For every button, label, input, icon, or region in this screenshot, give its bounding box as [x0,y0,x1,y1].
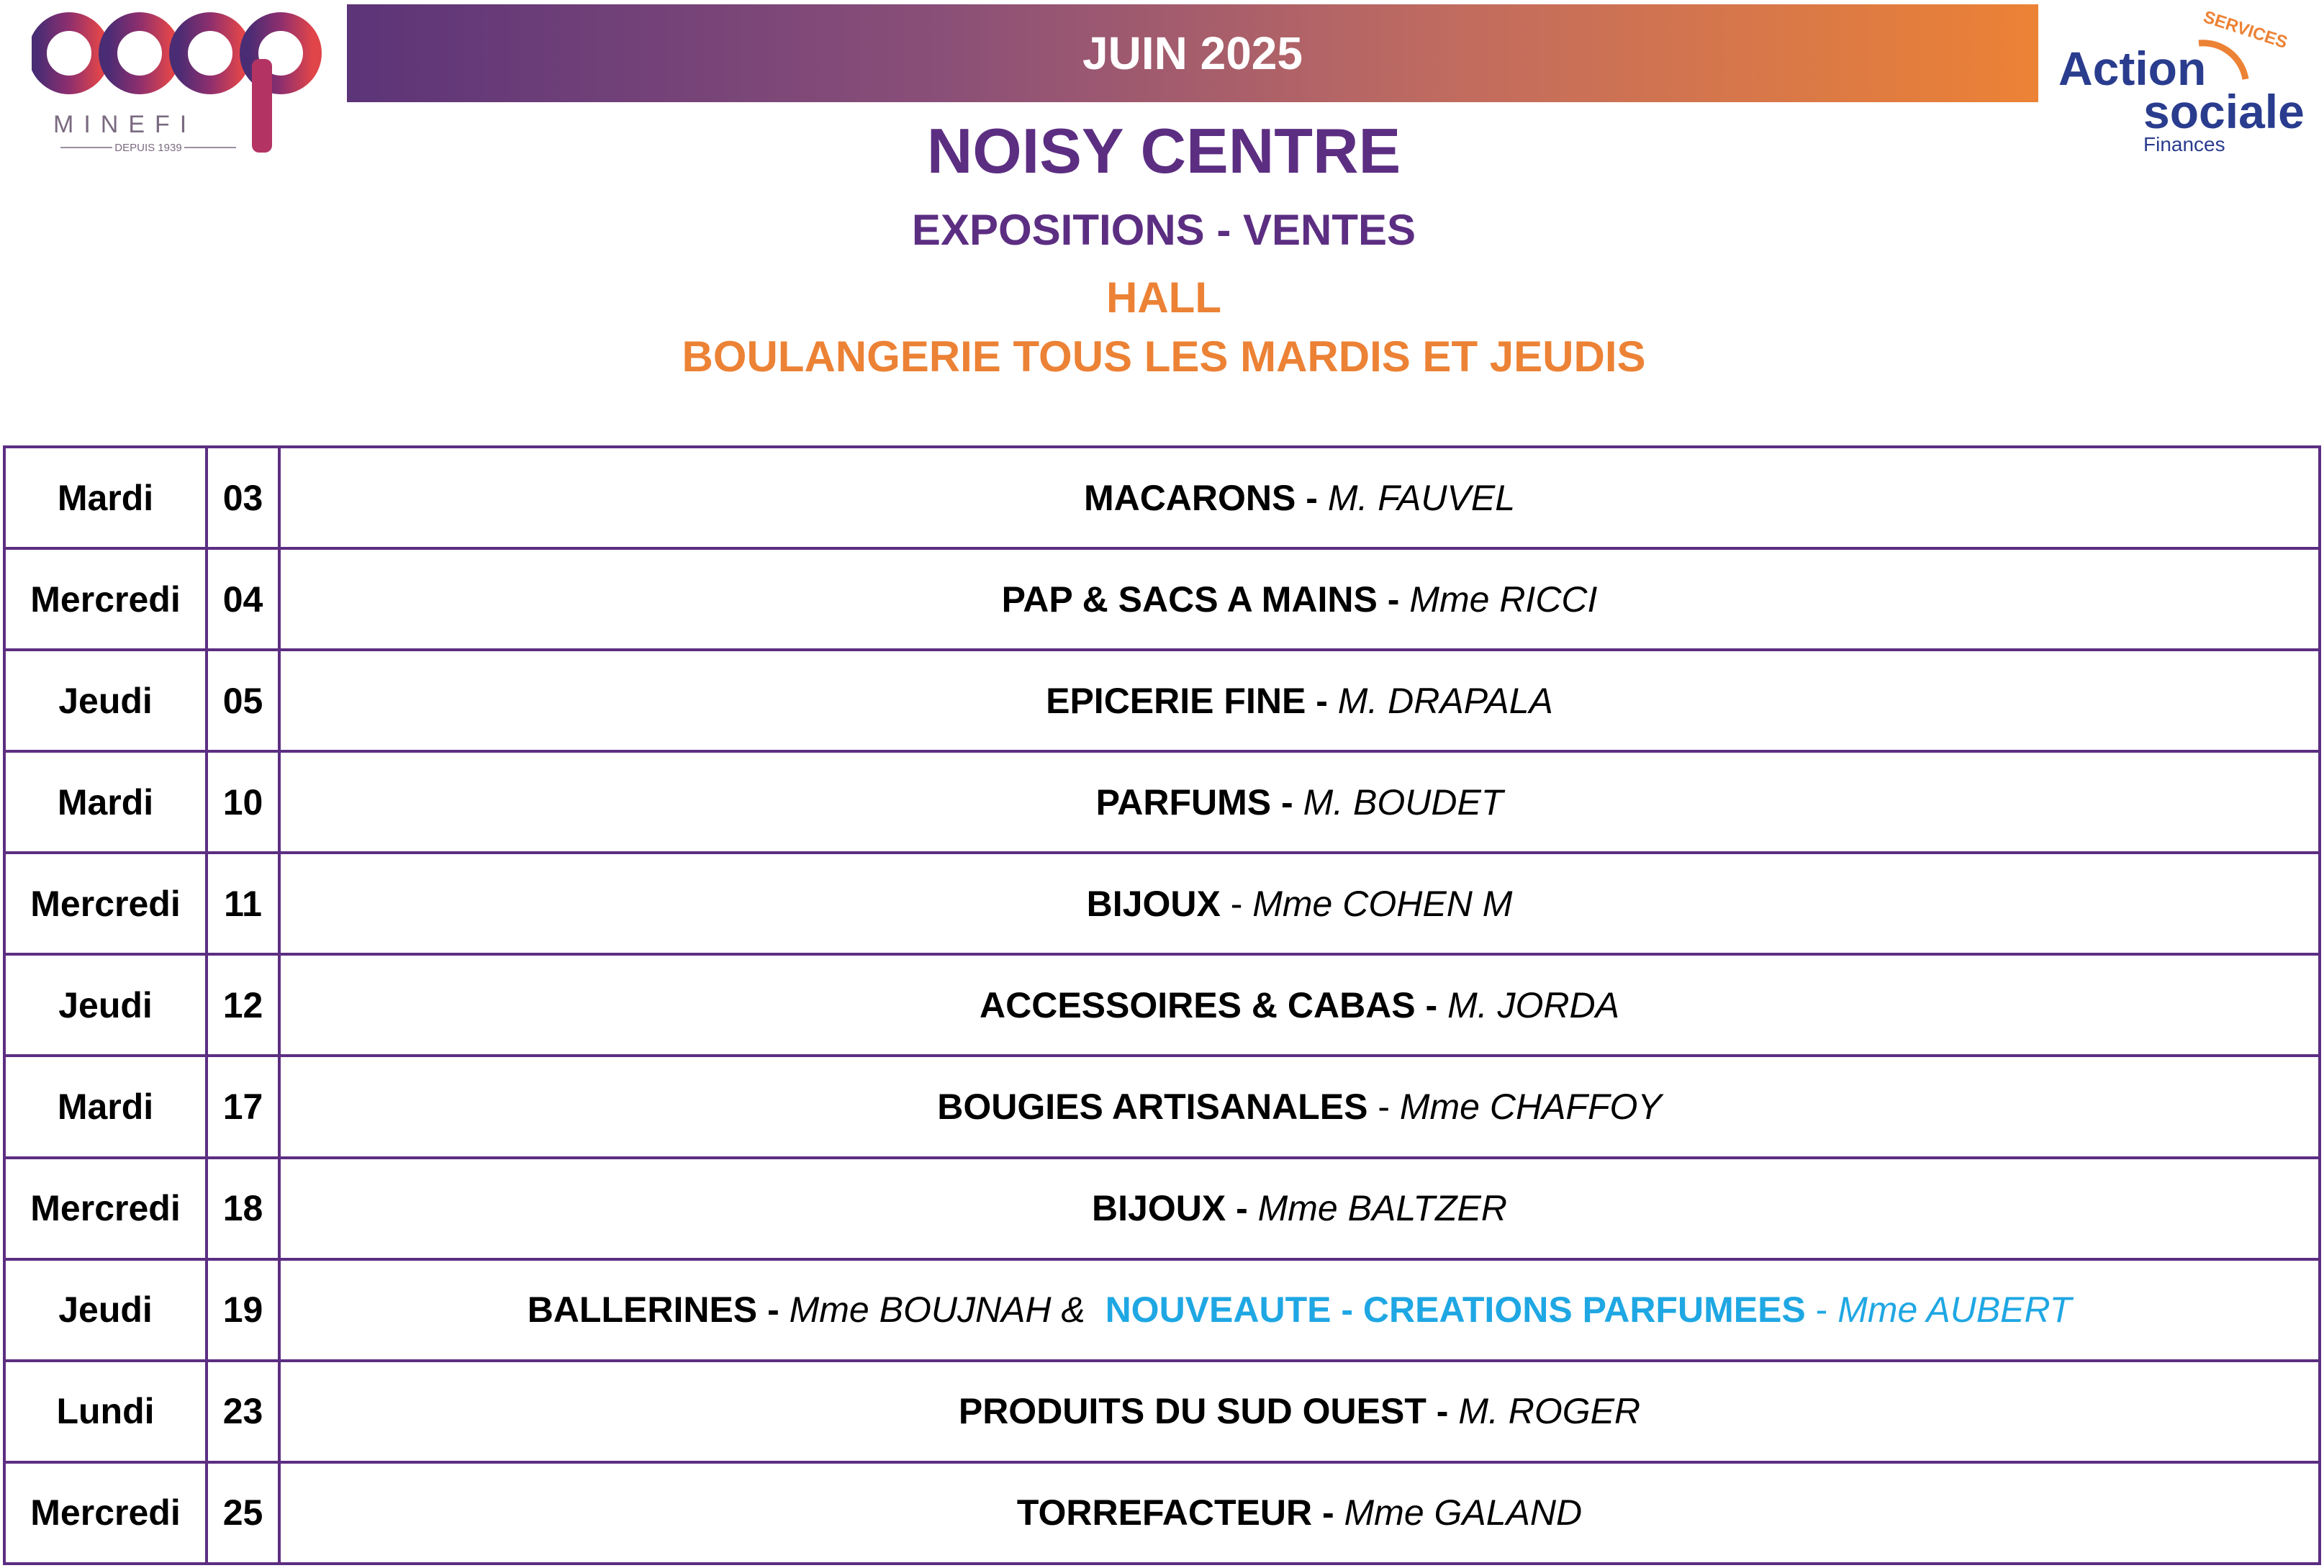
product-name: EPICERIE FINE [1046,680,1306,721]
event-cell: ACCESSOIRES & CABAS - M. JORDA [279,954,2320,1056]
day-cell: Jeudi [4,650,207,751]
product-name: BIJOUX [1086,883,1221,924]
seller-name: M. JORDA [1447,984,1619,1025]
event-cell: BALLERINES - Mme BOUJNAH & NOUVEAUTE - CREATIONS PARFUMEES - Mme AUBERT [279,1259,2320,1361]
date-cell: 12 [207,954,279,1056]
event-cell: BIJOUX - Mme BALTZER [279,1158,2320,1259]
date-cell: 04 [207,548,279,650]
event-cell: PAP & SACS A MAINS - Mme RICCI [279,548,2320,650]
day-cell: Lundi [4,1361,207,1462]
day-cell: Jeudi [4,954,207,1056]
seller-name: Mme RICCI [1409,579,1598,620]
day-cell: Mardi [4,1056,207,1157]
event-cell: EPICERIE FINE - M. DRAPALA [279,650,2320,751]
product-name: BALLERINES [527,1290,758,1331]
table-row [4,751,2320,853]
date-cell: 11 [207,853,279,954]
table-row [4,1158,2320,1259]
table-row [4,1361,2320,1462]
event-cell: MACARONS - M. FAUVEL [279,447,2320,548]
event-cell: TORREFACTEUR - Mme GALAND [279,1462,2320,1564]
day-cell: Mercredi [4,548,207,650]
event-cell: BIJOUX - Mme COHEN M [279,853,2320,954]
table-row [4,1056,2320,1157]
date-cell: 10 [207,751,279,853]
svg-text:sociale: sociale [2143,85,2305,138]
day-cell: Mardi [4,447,207,548]
action-sociale-logo [2051,0,2324,166]
table-row [4,650,2320,751]
seller-name: Mme BOUJNAH & [789,1290,1085,1331]
svg-text:DEPUIS 1939: DEPUIS 1939 [114,142,182,154]
seller-name: Mme GALAND [1344,1492,1583,1533]
seller-name: M. FAUVEL [1327,477,1516,518]
product-name: ACCESSOIRES & CABAS [980,984,1416,1025]
date-cell: 17 [207,1056,279,1157]
seller-name: M. DRAPALA [1337,680,1553,721]
date-cell: 19 [207,1259,279,1361]
day-cell: Mardi [4,751,207,853]
date-cell: 03 [207,447,279,548]
date-cell: 18 [207,1158,279,1259]
product-name: PARFUMS [1095,781,1272,822]
table-row [4,853,2320,954]
location-label: HALL [1106,273,1221,322]
seller-name: Mme COHEN M [1252,883,1513,924]
product-name: PAP & SACS A MAINS [1001,579,1378,620]
day-cell: Mercredi [4,1462,207,1564]
seller-name: M. BOUDET [1303,781,1504,822]
svg-text:Action: Action [2058,42,2207,95]
product-name: PRODUITS DU SUD OUEST [958,1391,1426,1432]
svg-text:SERVICES: SERVICES [2201,7,2290,53]
svg-text:MINEFI: MINEFI [53,111,197,138]
table-row [4,548,2320,650]
site-title: NOISY CENTRE [926,115,1401,186]
table-row [4,447,2320,548]
day-cell: Mercredi [4,1158,207,1259]
day-cell: Mercredi [4,853,207,954]
event-cell: PRODUITS DU SUD OUEST - M. ROGER [279,1361,2320,1462]
date-cell: 23 [207,1361,279,1462]
product-name: BIJOUX [1092,1188,1226,1229]
coop-minefi-logo [32,9,334,156]
extra-seller-name: Mme AUBERT [1837,1290,2072,1331]
date-cell: 25 [207,1462,279,1564]
event-subtitle: EXPOSITIONS - VENTES [911,206,1416,254]
bakery-note: BOULANGERIE TOUS LES MARDIS ET JEUDIS [682,332,1646,381]
table-row [4,954,2320,1056]
seller-name: Mme BALTZER [1257,1188,1507,1229]
product-name: BOUGIES ARTISANALES [937,1087,1368,1127]
table-row [4,1259,2320,1361]
extra-product-name: NOUVEAUTE - CREATIONS PARFUMEES [1105,1290,1806,1331]
product-name: TORREFACTEUR [1016,1492,1313,1533]
event-cell: PARFUMS - M. BOUDET [279,751,2320,853]
seller-name: M. ROGER [1458,1391,1641,1432]
svg-text:Finances: Finances [2143,133,2225,155]
month-banner: JUIN 2025 [347,4,2038,102]
day-cell: Jeudi [4,1259,207,1361]
product-name: MACARONS [1083,477,1296,518]
schedule-table [3,445,2321,1565]
table-row [4,1462,2320,1564]
date-cell: 05 [207,650,279,751]
event-cell: BOUGIES ARTISANALES - Mme CHAFFOY [279,1056,2320,1157]
seller-name: Mme CHAFFOY [1399,1087,1662,1127]
